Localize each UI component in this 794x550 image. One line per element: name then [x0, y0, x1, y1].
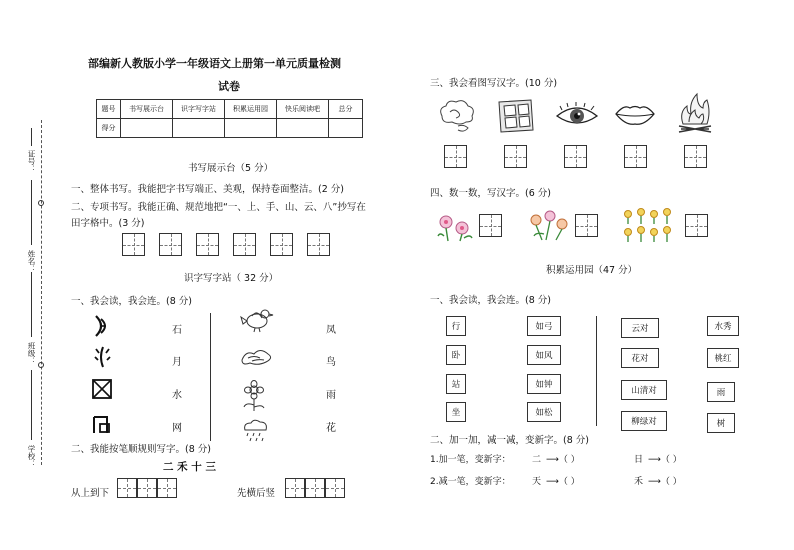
score-table: [96, 99, 363, 138]
field-picture-icon: [493, 96, 537, 136]
match-word-box[interactable]: 如松: [527, 402, 561, 422]
match-word-box[interactable]: 花对: [621, 348, 659, 368]
rain-cloud-picture-icon: [240, 418, 270, 444]
bird-picture-icon: [240, 306, 274, 332]
eye-picture-icon: [554, 102, 600, 130]
match-word-right[interactable]: 雨: [326, 390, 336, 401]
score-header-cell: 总分: [329, 100, 363, 119]
match-word-box[interactable]: 卧: [446, 345, 466, 365]
stroke-order-cell[interactable]: [305, 478, 325, 498]
section-title-accumulation: 积累运用园（47 分）: [546, 265, 638, 276]
accumulation-question-2: 二、加一加，减一减，变新字。(8 分): [430, 435, 589, 446]
stroke-order-label-horizontal-vertical: 先横后竖: [237, 488, 276, 499]
match-word-box[interactable]: 桃红: [707, 348, 739, 368]
binding-line: [41, 120, 42, 465]
flower-picture-icon: [238, 380, 270, 412]
score-header-cell: 快乐阅读吧: [277, 100, 329, 119]
picture-answer-cell[interactable]: [504, 145, 527, 168]
score-header-cell: 题号: [97, 100, 121, 119]
flowers-group-many-icon: [622, 206, 678, 246]
match-word-right[interactable]: 凤: [326, 325, 336, 336]
match-word-box[interactable]: 雨: [707, 382, 735, 402]
add-item-char: 二: [532, 455, 542, 465]
match-word-box[interactable]: 坐: [446, 402, 466, 422]
tianzige-cell[interactable]: [270, 233, 293, 256]
accumulation-question-1: 一、我会读，我会连。(8 分): [430, 295, 551, 306]
flowers-group-2-icon: [436, 212, 476, 242]
name-label: 姓名：: [27, 250, 36, 273]
match-word-box[interactable]: 山清对: [621, 380, 667, 400]
page-title: 部编新人教版小学一年级语文上册第一单元质量检测: [88, 57, 341, 70]
stroke-order-cell[interactable]: [157, 478, 177, 498]
add-item-char: 日: [634, 455, 644, 465]
match-word-box[interactable]: 如弓: [527, 316, 561, 336]
match-word-left[interactable]: 水: [172, 390, 182, 401]
match-word-box[interactable]: 树: [707, 413, 735, 433]
match-word-box[interactable]: 如风: [527, 345, 561, 365]
match-word-left[interactable]: 网: [172, 423, 182, 434]
score-cell[interactable]: [173, 119, 225, 138]
flowers-group-3-icon: [526, 210, 572, 242]
picture-question-3: 三、我会看图写汉字。(10 分): [430, 78, 558, 89]
literacy-question-1: 一、我会读，我会连。(8 分): [71, 296, 192, 307]
name-line: [31, 180, 32, 245]
fire-picture-icon: [675, 92, 715, 134]
school-label: 学校：: [27, 445, 36, 468]
picture-answer-cell[interactable]: [624, 145, 647, 168]
score-cell[interactable]: [329, 119, 363, 138]
score-header-cell: 识字写字站: [173, 100, 225, 119]
exam-no-label: 证号：: [27, 150, 36, 173]
match-word-left[interactable]: 石: [172, 325, 182, 336]
tianzige-cell[interactable]: [307, 233, 330, 256]
section-title-literacy: 识字写字站（ 32 分）: [184, 273, 279, 284]
ancient-moon-glyph-icon: [90, 314, 114, 338]
match-word-box[interactable]: 站: [446, 374, 466, 394]
sub-answer-blank[interactable]: ⟶（ ）: [546, 477, 580, 487]
tianzige-cell[interactable]: [196, 233, 219, 256]
match-word-box[interactable]: 行: [446, 316, 466, 336]
score-cell[interactable]: [277, 119, 329, 138]
sub-item-char: 禾: [634, 477, 644, 487]
match-word-box[interactable]: 云对: [621, 318, 659, 338]
stroke-order-cell[interactable]: [325, 478, 345, 498]
class-label: 班级：: [27, 342, 36, 365]
score-header-cell: 积累运用园: [225, 100, 277, 119]
cloud-picture-icon: [436, 96, 476, 134]
binding-hole: [38, 362, 44, 368]
add-answer-blank[interactable]: ⟶（ ）: [546, 455, 580, 465]
tianzige-cell[interactable]: [233, 233, 256, 256]
match-word-right[interactable]: 鸟: [326, 357, 336, 368]
sub-stroke-label: 2.减一笔，变新字：: [430, 477, 511, 487]
section-title-writing: 书写展示台（5 分）: [188, 163, 274, 174]
score-row-label: 得分: [97, 119, 121, 138]
count-answer-cell[interactable]: [479, 214, 502, 237]
picture-answer-cell[interactable]: [564, 145, 587, 168]
ancient-stone-glyph-icon: [91, 413, 115, 435]
picture-answer-cell[interactable]: [444, 145, 467, 168]
add-answer-blank[interactable]: ⟶（ ）: [648, 455, 682, 465]
column-divider: [596, 316, 597, 426]
binding-hole: [38, 200, 44, 206]
match-word-box[interactable]: 柳绿对: [621, 411, 667, 431]
writing-question-1: 一、整体书写。我能把字书写端正、美观，保持卷面整洁。(2 分): [71, 184, 344, 195]
wind-picture-icon: [238, 344, 274, 368]
score-cell[interactable]: [225, 119, 277, 138]
sub-answer-blank[interactable]: ⟶（ ）: [648, 477, 682, 487]
stroke-order-chars: 二 禾 十 三: [163, 461, 216, 473]
match-word-left[interactable]: 月: [172, 357, 182, 368]
score-header-cell: 书写展示台: [121, 100, 173, 119]
class-line: [31, 272, 32, 337]
page-subtitle: 试卷: [218, 80, 240, 93]
count-question-4: 四、数一数，写汉字。(6 分): [430, 188, 551, 199]
picture-answer-cell[interactable]: [684, 145, 707, 168]
score-table-header-row: [97, 100, 363, 119]
count-answer-cell[interactable]: [575, 214, 598, 237]
stroke-order-cell[interactable]: [137, 478, 157, 498]
writing-question-2-line1: 二、专项书写。我能正确、规范地把“一、上、手、山、云、八”抄写在: [71, 202, 366, 213]
score-table-score-row: [97, 119, 363, 138]
school-line: [31, 370, 32, 440]
stroke-order-label-top-bottom: 从上到下: [71, 488, 110, 499]
stroke-order-cell[interactable]: [117, 478, 137, 498]
score-cell[interactable]: [121, 119, 173, 138]
match-word-box[interactable]: 如钟: [527, 374, 561, 394]
column-divider: [210, 313, 211, 441]
tianzige-cell[interactable]: [122, 233, 145, 256]
count-answer-cell[interactable]: [685, 214, 708, 237]
literacy-question-2: 二、我能按笔顺规则写字。(8 分): [71, 444, 211, 455]
writing-question-2-line2: 田字格中。(3 分): [71, 218, 145, 229]
add-stroke-label: 1.加一笔，变新字：: [430, 455, 511, 465]
match-word-box[interactable]: 水秀: [707, 316, 739, 336]
exam-no-line: [31, 128, 32, 146]
sub-item-char: 天: [532, 477, 542, 487]
tianzige-cell[interactable]: [159, 233, 182, 256]
ancient-net-glyph-icon: [90, 378, 114, 400]
stroke-order-cell[interactable]: [285, 478, 305, 498]
mouth-picture-icon: [614, 102, 656, 128]
ancient-water-glyph-icon: [92, 345, 114, 369]
match-word-right[interactable]: 花: [326, 423, 336, 434]
